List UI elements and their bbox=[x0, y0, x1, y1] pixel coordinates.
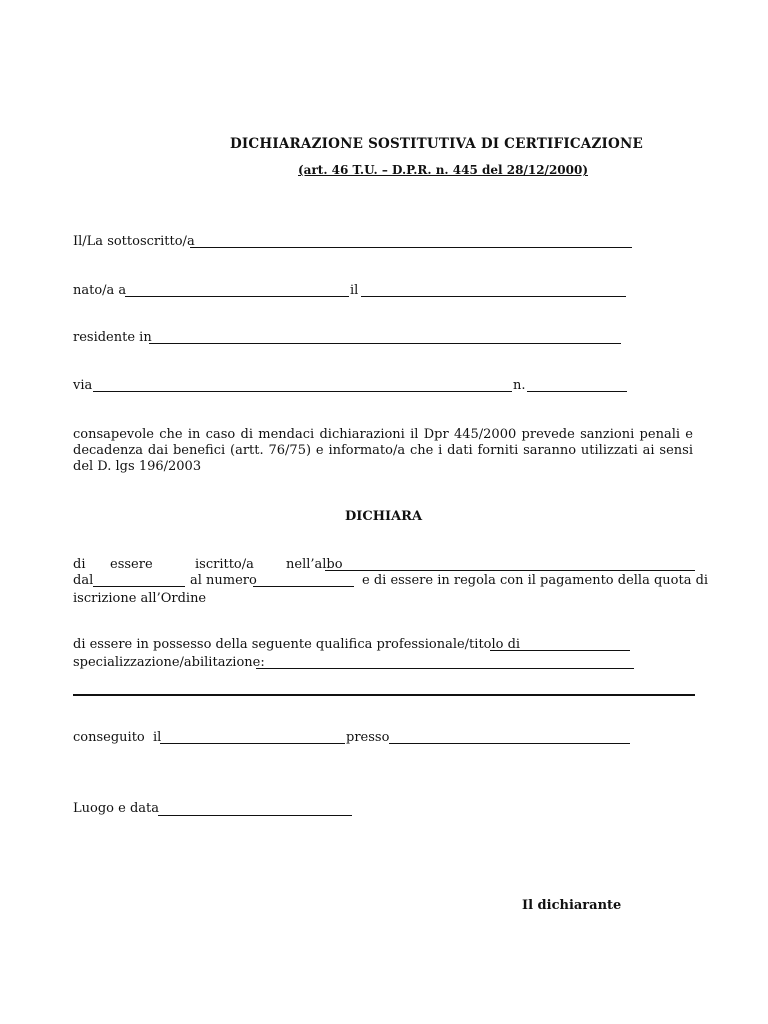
conseguito-data-field[interactable] bbox=[160, 743, 345, 744]
data-nascita-field[interactable] bbox=[361, 296, 626, 297]
dal-field[interactable] bbox=[93, 586, 185, 587]
residente-field[interactable] bbox=[149, 343, 621, 344]
qualifica-line2: specializzazione/abilitazione: bbox=[73, 655, 265, 670]
document-title: DICHIARAZIONE SOSTITUTIVA DI CERTIFICAZIONE bbox=[230, 136, 644, 152]
titolo-field[interactable] bbox=[490, 650, 630, 651]
numero-label: n. bbox=[513, 378, 526, 393]
residente-label: residente in bbox=[73, 330, 152, 345]
via-field[interactable] bbox=[93, 391, 512, 392]
sottoscritto-field[interactable] bbox=[190, 247, 632, 248]
specializzazione-field[interactable] bbox=[256, 668, 634, 669]
presso-label: presso bbox=[346, 730, 390, 745]
conseguito-label: conseguito il bbox=[73, 730, 162, 745]
il-label: il bbox=[350, 283, 359, 298]
qualifica-line1: di essere in possesso della seguente qualifica professionale/titolo di bbox=[73, 637, 521, 652]
nato-label: nato/a a bbox=[73, 283, 127, 298]
presso-field[interactable] bbox=[389, 743, 630, 744]
albo-word-di: di bbox=[73, 557, 86, 572]
albo-word-nellalbo: nell’albo bbox=[286, 557, 343, 572]
regola-text: e di essere in regola con il pagamento della quota di bbox=[362, 573, 709, 588]
al-numero-field[interactable] bbox=[253, 586, 354, 587]
iscrizione-ordine-text: iscrizione all’Ordine bbox=[73, 591, 207, 606]
dichiara-heading: DICHIARA bbox=[345, 509, 423, 524]
document-subtitle: (art. 46 T.U. – D.P.R. n. 445 del 28/12/2000) bbox=[298, 163, 589, 177]
numero-civico-field[interactable] bbox=[527, 391, 627, 392]
albo-word-essere: essere bbox=[110, 557, 153, 572]
via-label: via bbox=[73, 378, 93, 393]
sottoscritto-label: Il/La sottoscritto/a bbox=[73, 234, 195, 249]
luogo-data-label: Luogo e data bbox=[73, 801, 159, 816]
separator-line[interactable] bbox=[73, 694, 695, 696]
albo-field[interactable] bbox=[325, 570, 695, 571]
albo-word-iscritto: iscritto/a bbox=[195, 557, 254, 572]
luogo-data-field[interactable] bbox=[158, 815, 352, 816]
dichiarante-label: Il dichiarante bbox=[522, 898, 622, 913]
consapevole-paragraph: consapevole che in caso di mendaci dichiarazioni il Dpr 445/2000 prevede sanzioni penali e decadenza dai benefici (artt. 76/75) e informato/a che i dati forniti saranno utilizzati ai sensi del D. lgs 196/2003 bbox=[73, 427, 693, 474]
nato-field[interactable] bbox=[125, 296, 349, 297]
al-numero-label: al numero bbox=[190, 573, 257, 588]
dal-label: dal bbox=[73, 573, 94, 588]
